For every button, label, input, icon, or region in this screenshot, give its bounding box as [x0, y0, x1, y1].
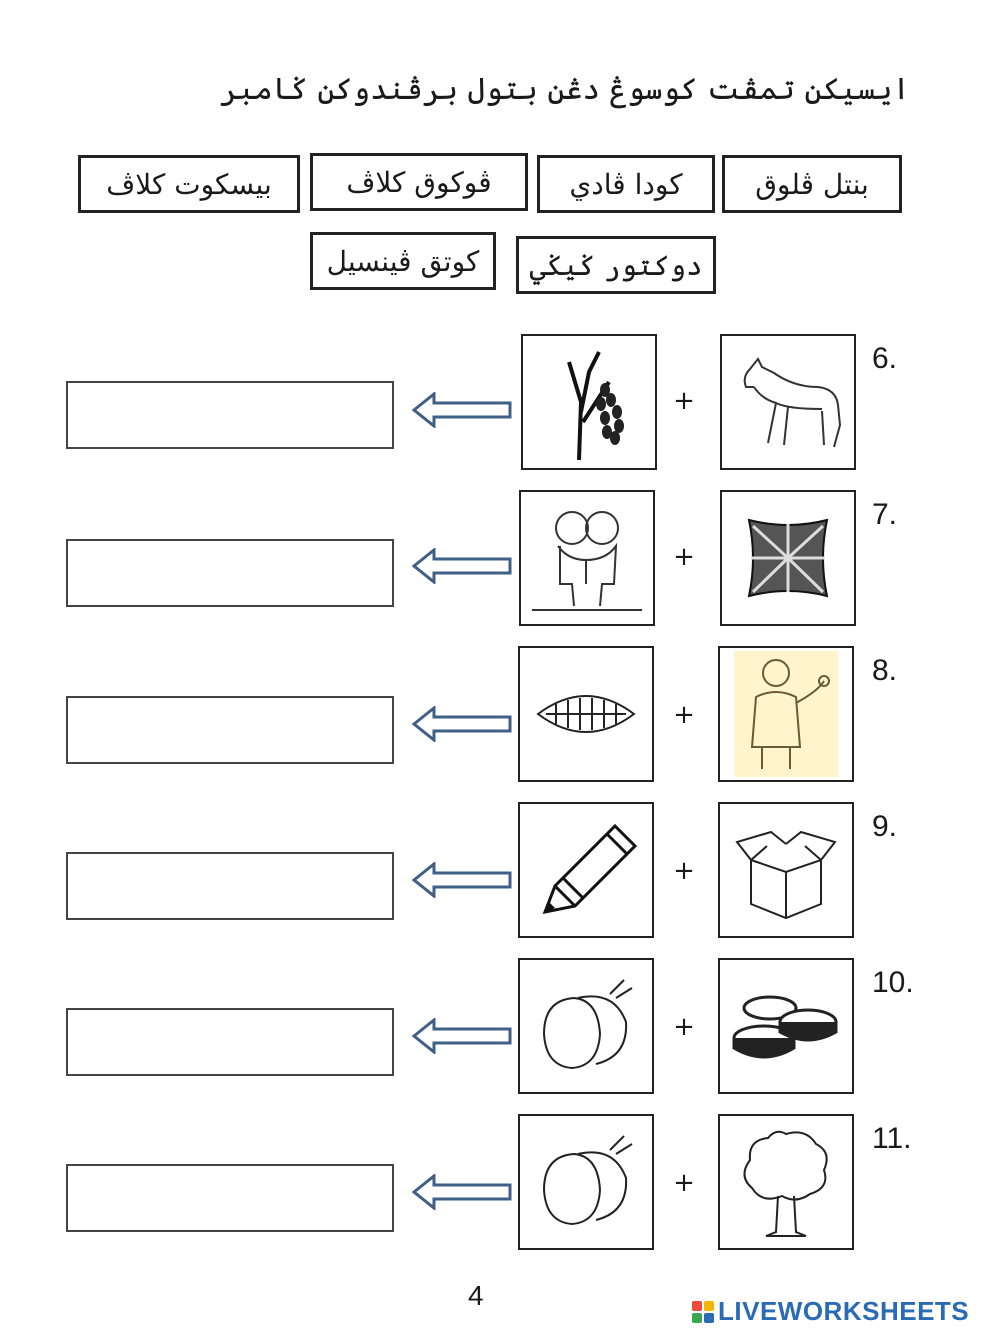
- word-option: بنتل ڤلوق: [722, 155, 902, 213]
- answer-input[interactable]: [66, 1008, 394, 1076]
- arrow-left-icon: [412, 548, 512, 584]
- instruction-text: ايسيكن تمڤت كوسوڠ دڠن بتول برڤندوكن ݢامبر: [219, 72, 910, 107]
- word-option: دوكتور ݢيݢي: [516, 236, 716, 294]
- hugging-children-icon: [519, 490, 655, 626]
- question-number: 7.: [872, 498, 898, 531]
- pillow-icon: [720, 490, 856, 626]
- question-number: 8.: [872, 654, 898, 687]
- plus-sign: +: [673, 856, 695, 886]
- pencil-icon: [518, 802, 654, 938]
- brand-watermark: [692, 1296, 969, 1327]
- arrow-left-icon: [412, 862, 512, 898]
- arrow-left-icon: [412, 392, 512, 428]
- plus-sign: +: [673, 1168, 695, 1198]
- tree-icon: [718, 1114, 854, 1250]
- word-option: ڤوكوق كلاڤ: [310, 153, 528, 211]
- word-option: كودا ڤادي: [537, 155, 715, 213]
- question-number: 6.: [872, 342, 898, 375]
- page-number: 4: [468, 1280, 484, 1311]
- arrow-left-icon: [412, 1174, 512, 1210]
- plus-sign: +: [673, 542, 695, 572]
- plus-sign: +: [673, 700, 695, 730]
- liveworksheets-logo-icon: [692, 1301, 714, 1323]
- brand-label: LIVEWORKSHEETS: [718, 1296, 970, 1326]
- answer-input[interactable]: [66, 852, 394, 920]
- question-number: 10.: [872, 966, 914, 999]
- plus-sign: +: [673, 386, 695, 416]
- arrow-left-icon: [412, 706, 512, 742]
- word-option: كوتق ڤينسيل: [310, 232, 496, 290]
- plus-sign: +: [673, 1012, 695, 1042]
- question-number: 11.: [872, 1122, 912, 1155]
- biscuits-icon: [718, 958, 854, 1094]
- answer-input[interactable]: [66, 539, 394, 607]
- answer-input[interactable]: [66, 696, 394, 764]
- coconut-icon: [518, 1114, 654, 1250]
- coconut-icon: [518, 958, 654, 1094]
- teeth-icon: [518, 646, 654, 782]
- answer-input[interactable]: [66, 1164, 394, 1232]
- doctor-icon: [718, 646, 854, 782]
- horse-icon: [720, 334, 856, 470]
- answer-input[interactable]: [66, 381, 394, 449]
- word-option: بيسكوت كلاڤ: [78, 155, 300, 213]
- arrow-left-icon: [412, 1018, 512, 1054]
- rice-plant-icon: [521, 334, 657, 470]
- question-number: 9.: [872, 810, 898, 843]
- box-icon: [718, 802, 854, 938]
